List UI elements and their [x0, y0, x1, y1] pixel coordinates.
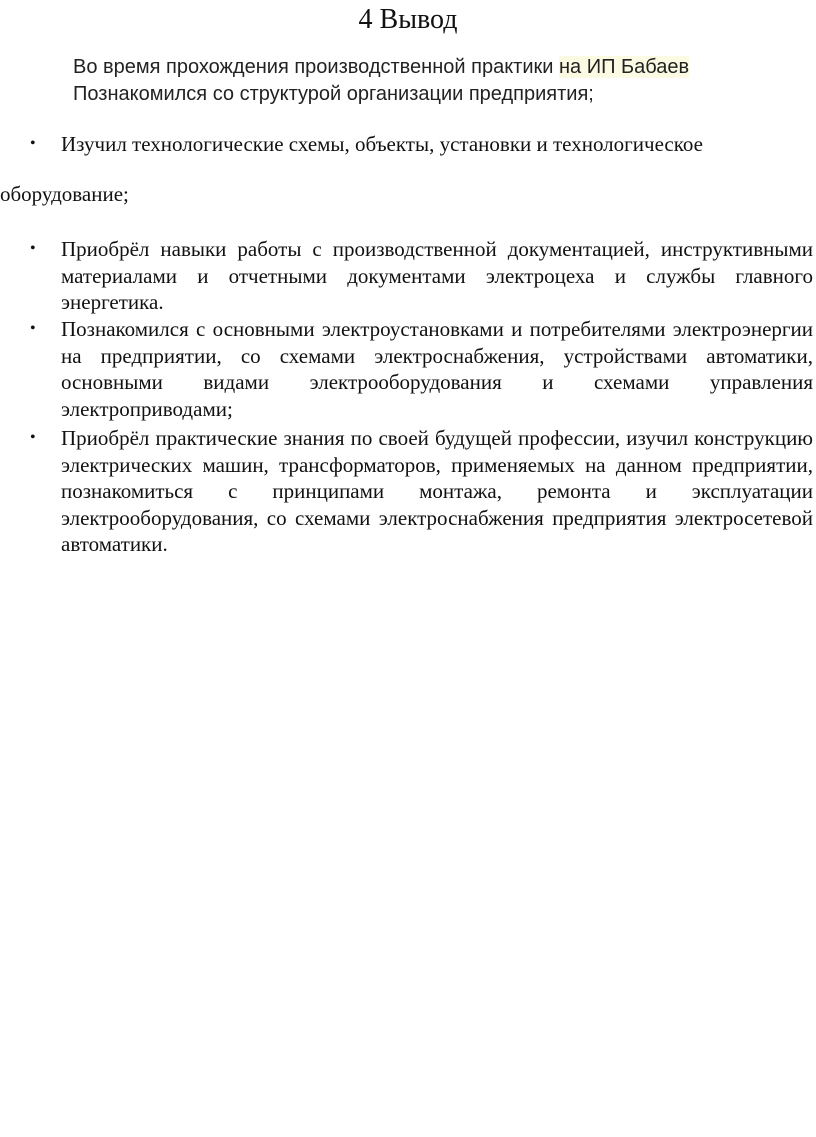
- intro-block: [73, 54, 793, 108]
- intro-line-1-text: Во время прохождения производственной практики: [73, 56, 559, 78]
- list-item-text: Изучил технологические схемы, объекты, установки и технологическое: [61, 132, 703, 156]
- page-title: 4 Вывод: [358, 4, 458, 35]
- bullet-icon: •: [30, 135, 36, 152]
- bullet-icon: •: [30, 429, 36, 446]
- bullet-icon: •: [30, 240, 36, 257]
- intro-line-2: Познакомился со структурой организации предприятия;: [73, 83, 594, 105]
- list-item-text: Приобрёл навыки работы с производственной документацией, инструктивными материалами и отчетными документами электроцеха и службы главного энергетика.: [61, 237, 813, 314]
- highlighted-company: на ИП Бабаев: [559, 56, 690, 78]
- list-item-text: Приобрёл практические знания по своей будущей профессии, изучил конструкцию электрических машин, трансформаторов, применяемых на данном предприятии, познакомиться с принципами монтажа, ремонта и эксплуатации электрооборудования, со схемами электроснабжения предприятия электросетевой автоматики.: [61, 426, 813, 556]
- list-item-text: Познакомился с основными электроустановками и потребителями электроэнергии на предприятии, со схемами электроснабжения, устройствами автоматики, основными видами электрооборудования и схемами управления электроприводами;: [61, 317, 813, 421]
- bullet-icon: •: [30, 320, 36, 337]
- intro-line-1: [73, 54, 793, 81]
- list-item-continuation: оборудование;: [0, 182, 129, 206]
